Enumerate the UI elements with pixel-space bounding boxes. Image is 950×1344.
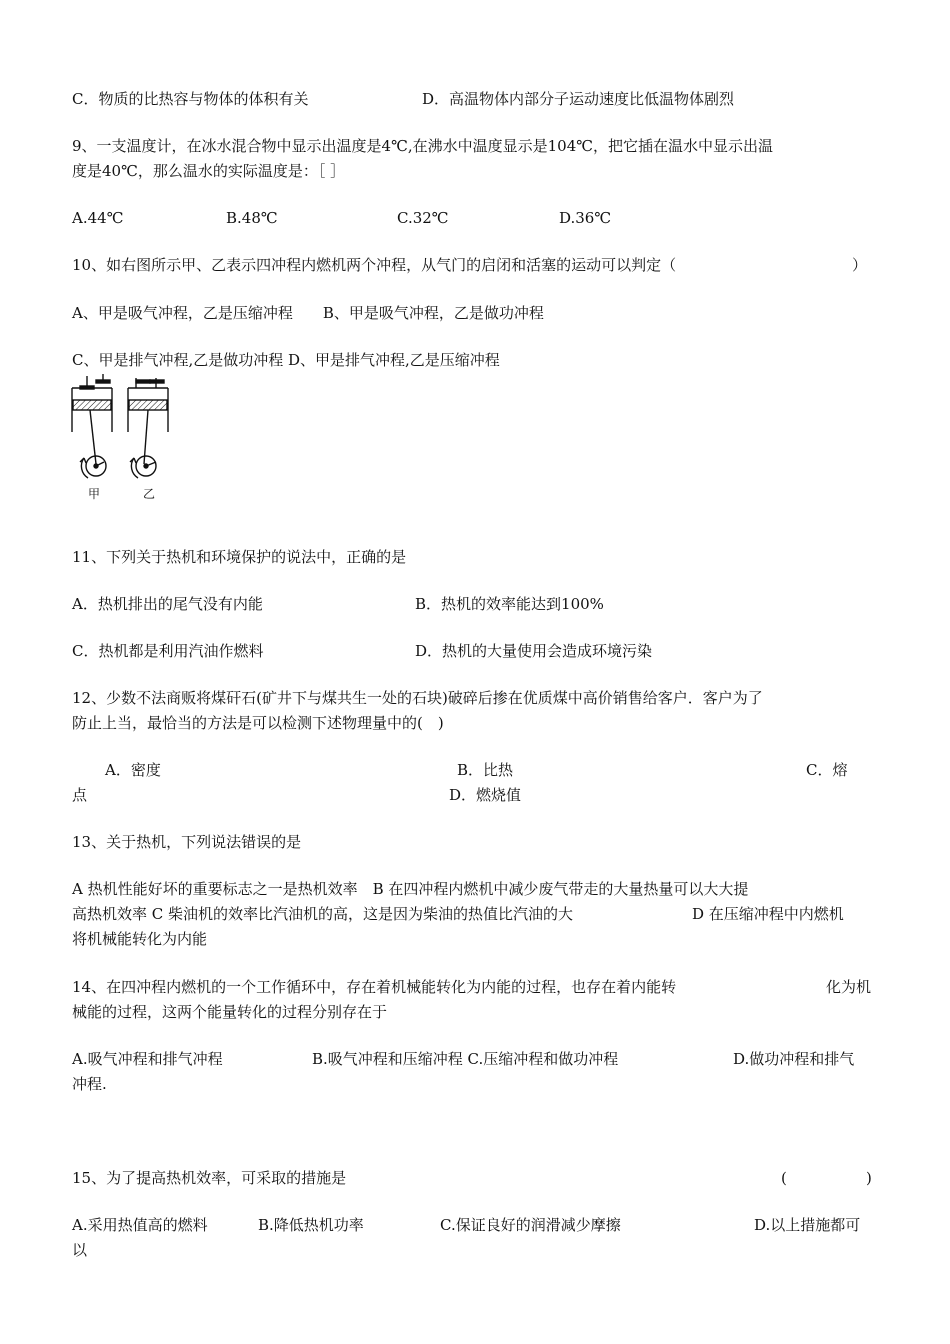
q11-option-d: D．热机的大量使用会造成环境污染 <box>415 642 653 660</box>
figure-label-jia: 甲 <box>88 487 101 501</box>
q11-option-a: A．热机排出的尾气没有内能 <box>72 595 263 613</box>
q12-option-a: A．密度 <box>105 761 161 779</box>
q9-option-d: D.36℃ <box>559 209 612 227</box>
engine-diagram <box>66 374 176 504</box>
figure-label-yi: 乙 <box>143 487 156 501</box>
q11-stem: 11、下列关于热机和环境保护的说法中，正确的是 <box>72 548 407 566</box>
q11-option-b: B．热机的效率能达到100% <box>415 595 604 613</box>
q13-options-line1: A 热机性能好坏的重要标志之一是热机效率 B 在四冲程内燃机中减少废气带走的大量热量可以大大提 <box>72 880 749 898</box>
engine-strokes-figure <box>66 374 176 504</box>
q8-option-d: D．高温物体内部分子运动速度比低温物体剧烈 <box>422 90 735 108</box>
q9-option-a: A.44℃ <box>72 209 124 227</box>
q9-stem-line1: 9、一支温度计，在冰水混合物中显示出温度是4℃,在沸水中温度显示是104℃，把它插在温水中显示出温 <box>72 137 774 155</box>
q14-stem-line1b: 化为机 <box>826 978 872 996</box>
q15-stem: 15、为了提高热机效率，可采取的措施是 <box>72 1169 347 1187</box>
q12-option-c: C．熔 <box>806 761 848 779</box>
q14-option-d-cont: 冲程. <box>72 1075 107 1093</box>
q13-options-line2b: D 在压缩冲程中内燃机 <box>692 905 844 923</box>
q15-paren-open: ( <box>781 1169 787 1187</box>
q14-options-bc: B.吸气冲程和压缩冲程 C.压缩冲程和做功冲程 <box>312 1050 619 1068</box>
engine-jia <box>72 374 112 478</box>
q13-options-line2a: 高热机效率 C 柴油机的效率比汽油机的高，这是因为柴油的热值比汽油的大 <box>72 905 574 923</box>
q14-stem-line2: 械能的过程，这两个能量转化的过程分别存在于 <box>72 1003 388 1021</box>
q9-option-b: B.48℃ <box>226 209 278 227</box>
q9-option-c: C.32℃ <box>397 209 449 227</box>
q15-option-d-cont: 以 <box>72 1241 88 1259</box>
q9-stem-line2: 度是40℃，那么温水的实际温度是：［ ］ <box>72 162 346 180</box>
q13-options-line3: 将机械能转化为内能 <box>72 930 208 948</box>
q12-option-b: B．比热 <box>457 761 514 779</box>
q12-option-d: D．燃烧值 <box>449 786 522 804</box>
q10-options-cd: C、甲是排气冲程,乙是做功冲程 D、甲是排气冲程,乙是压缩冲程 <box>72 351 500 369</box>
q13-stem: 13、关于热机，下列说法错误的是 <box>72 833 302 851</box>
q15-option-a: A.采用热值高的燃料 <box>72 1216 208 1234</box>
engine-yi <box>128 378 168 478</box>
q15-option-b: B.降低热机功率 <box>258 1216 364 1234</box>
q11-option-c: C．热机都是利用汽油作燃料 <box>72 642 264 660</box>
q15-paren-close: ) <box>866 1169 872 1187</box>
q12-stem-line1: 12、少数不法商贩将煤矸石(矿井下与煤共生一处的石块)破碎后掺在优质煤中高价销售给客户．客户为了 <box>72 689 763 707</box>
q15-option-d: D.以上措施都可 <box>754 1216 861 1234</box>
q10-stem: 10、如右图所示甲、乙表示四冲程内燃机两个冲程，从气门的启闭和活塞的运动可以判定（ <box>72 256 677 274</box>
q14-option-a: A.吸气冲程和排气冲程 <box>72 1050 223 1068</box>
q14-option-d: D.做功冲程和排气 <box>733 1050 855 1068</box>
q14-stem-line1a: 14、在四冲程内燃机的一个工作循环中，存在着机械能转化为内能的过程，也存在着内能转 <box>72 978 677 996</box>
q10-options-ab: A、甲是吸气冲程，乙是压缩冲程 B、甲是吸气冲程，乙是做功冲程 <box>72 304 544 322</box>
q12-option-c-cont: 点 <box>72 786 88 804</box>
q12-stem-line2: 防止上当，最恰当的方法是可以检测下述物理量中的( ) <box>72 714 444 732</box>
q10-stem-close: ） <box>852 256 868 274</box>
q8-option-c: C．物质的比热容与物体的体积有关 <box>72 90 309 108</box>
q15-option-c: C.保证良好的润滑减少摩擦 <box>440 1216 621 1234</box>
